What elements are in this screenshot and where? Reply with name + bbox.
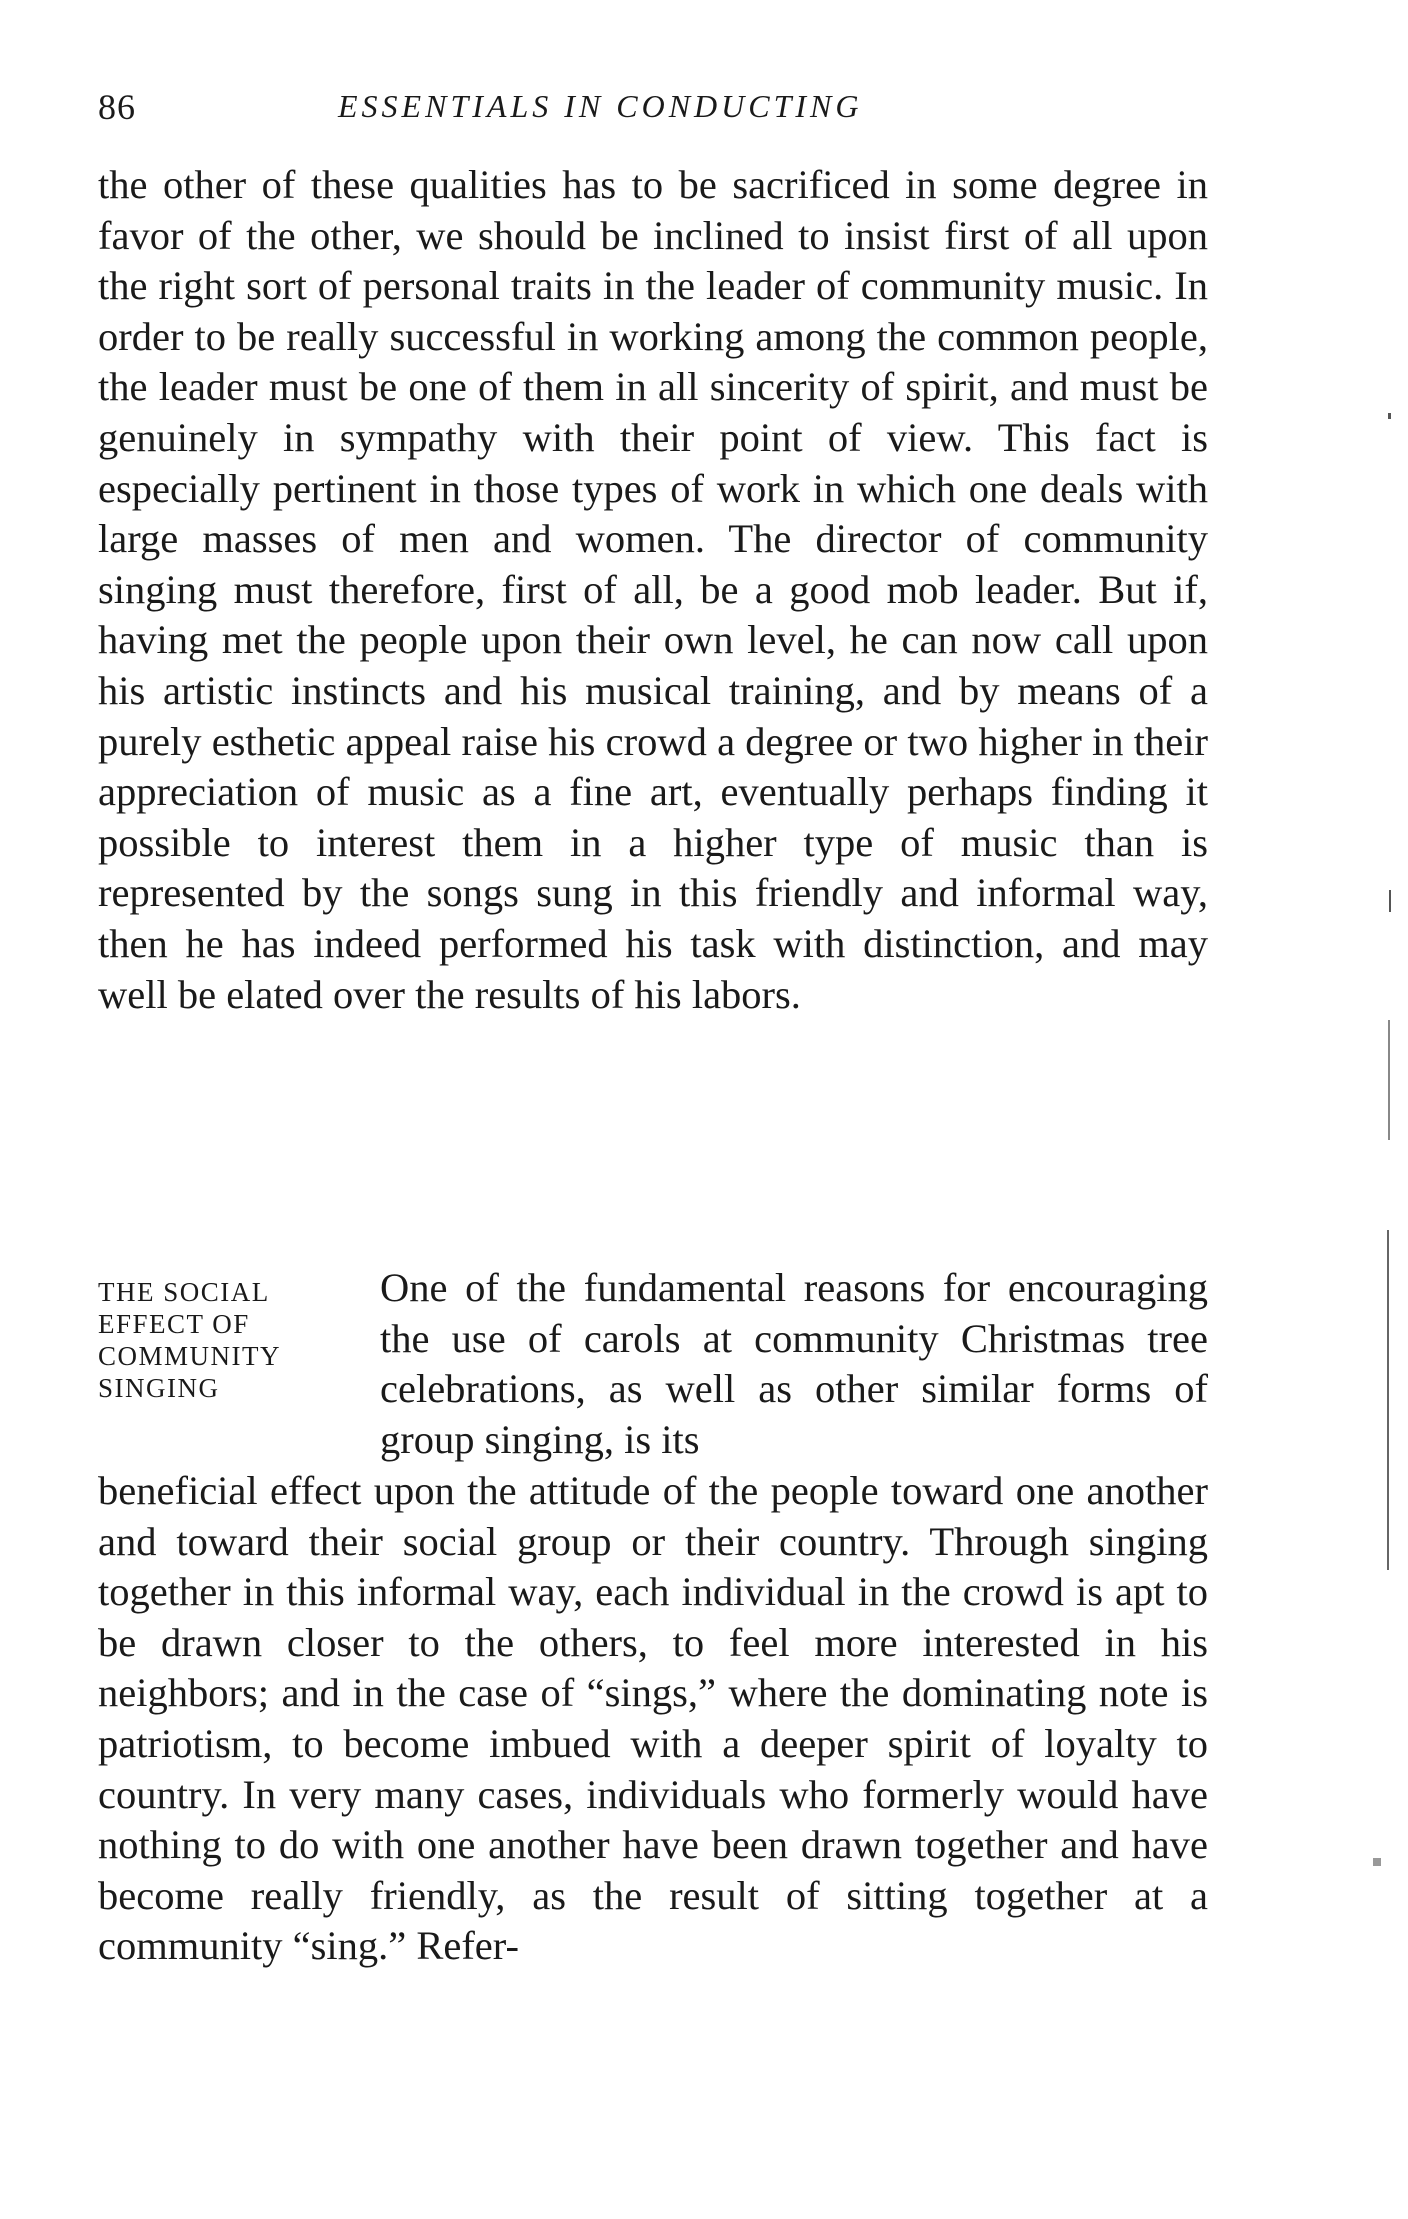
side-heading-line: THE SOCIAL — [98, 1277, 270, 1307]
side-heading-line: COMMUNITY — [98, 1341, 282, 1371]
margin-rule — [1388, 1020, 1390, 1140]
running-title: ESSENTIALS IN CONDUCTING — [338, 88, 863, 124]
paragraph-1: the other of these qualities has to be sacrificed in some degree in favor of the other, we should be inclined to insist first of all upon the right sort of personal traits in the leader of community music. In order to be really successful in working among the common people, the leader must be one of them in all sincerity of spirit, and must be genuinely in sympathy with their point of view. This fact is especially pertinent in those types of work in which one deals with large masses of men and women. The director of community singing must therefore, first of all, be a good mob leader. But if, having met the people upon their own level, he can now call upon his artistic instincts and his musical training, and by means of a purely esthetic appeal raise his crowd a degree or two higher in their appreciation of music as a fine art, eventually perhaps finding it possible to interest them in a higher type of music than is represented by the songs sung in this friendly and informal way, then he has indeed performed his task with distinction, and may well be elated over the results of his labors. — [98, 162, 1208, 1017]
paragraph-2-continuation: beneficial effect upon the attitude of the people toward one another and toward their social group or their country. Through singing together in this informal way, each individual in the crowd is apt to be drawn closer to the others, to feel more interested in his neighbors; and in the case of “sings,” where the dominating note is patriotism, to become imbued with a deeper spirit of loyalty to country. In very many cases, individuals who formerly would have nothing to do with one another have been drawn together and have become really friendly, as the result of sitting together at a community “sing.” Refer- — [98, 1468, 1208, 1969]
margin-speck — [1373, 1858, 1381, 1866]
side-heading — [98, 1276, 358, 1404]
side-heading-line: EFFECT OF — [98, 1309, 250, 1339]
margin-rule — [1389, 890, 1391, 912]
paragraph-2-opening: One of the fundamental reasons for encouraging the use of carols at community Christmas tree celebrations, as well as other similar forms of group singing, is its — [380, 1265, 1208, 1462]
margin-speck — [1388, 413, 1391, 419]
margin-rule — [1387, 1230, 1389, 1570]
side-heading-line: SINGING — [98, 1373, 220, 1403]
running-head — [98, 86, 1208, 130]
page-number: 86 — [98, 87, 136, 127]
